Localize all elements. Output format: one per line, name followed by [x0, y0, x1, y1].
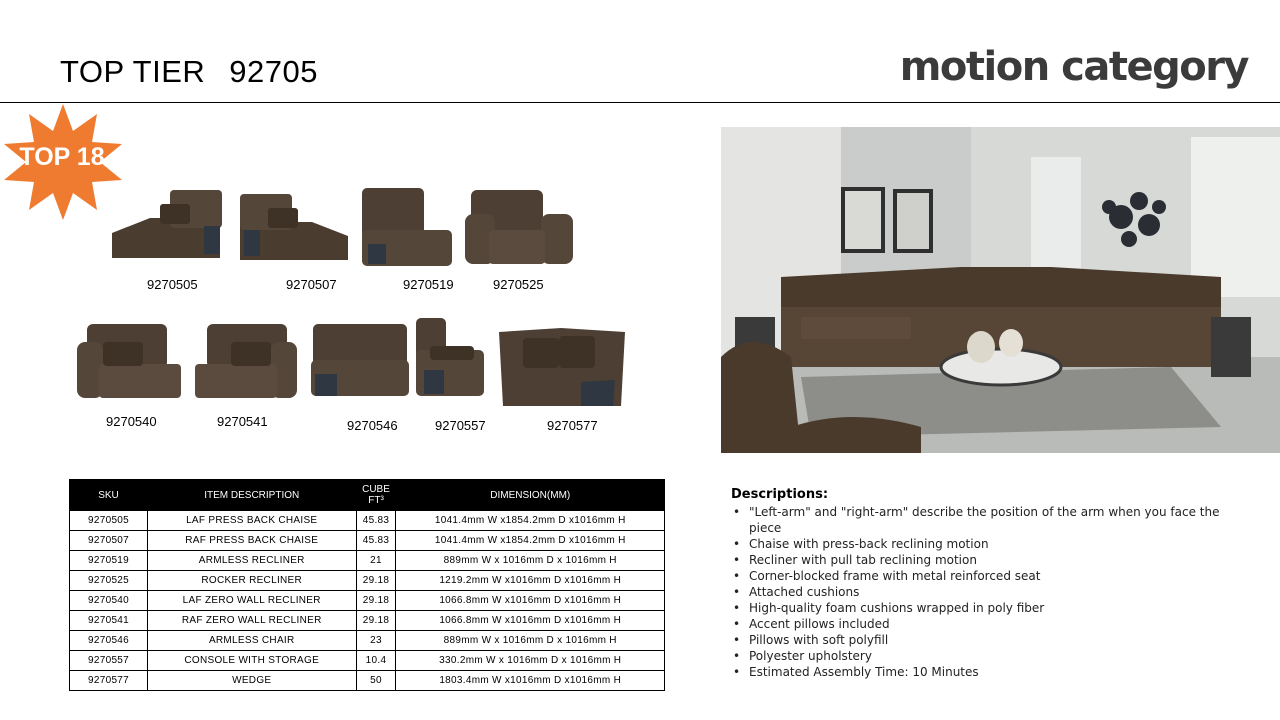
cell-description: ARMLESS CHAIR	[147, 631, 356, 651]
table-row	[70, 531, 665, 551]
table-row	[70, 651, 665, 671]
spec-table	[69, 479, 665, 691]
product-image-9270546	[309, 322, 411, 398]
cell-dimension: 1219.2mm W x1016mm D x1016mm H	[396, 571, 665, 591]
room-scene-image	[721, 127, 1280, 453]
cell-cube: 29.18	[356, 611, 396, 631]
series-name: TOP TIER	[60, 54, 206, 89]
product-sku-label: 9270525	[493, 277, 544, 292]
cell-cube: 45.83	[356, 511, 396, 531]
description-item: • Pillows with soft polyfill	[731, 632, 1231, 648]
cell-description: LAF PRESS BACK CHAISE	[147, 511, 356, 531]
descriptions-title: Descriptions:	[731, 487, 829, 502]
product-image-9270507	[238, 192, 350, 264]
cell-description: RAF ZERO WALL RECLINER	[147, 611, 356, 631]
series-number: 92705	[229, 54, 318, 89]
cell-cube: 50	[356, 671, 396, 691]
cell-sku: 9270525	[70, 571, 148, 591]
cell-dimension: 1066.8mm W x1016mm D x1016mm H	[396, 591, 665, 611]
cell-description: LAF ZERO WALL RECLINER	[147, 591, 356, 611]
cell-dimension: 1066.8mm W x1016mm D x1016mm H	[396, 611, 665, 631]
product-image-9270505	[110, 188, 228, 264]
product-image-9270541	[193, 322, 299, 402]
page-title	[60, 54, 318, 90]
cube-header-line2: FT³	[368, 495, 384, 506]
table-row	[70, 591, 665, 611]
description-item: • Estimated Assembly Time: 10 Minutes	[731, 664, 1231, 680]
cell-dimension: 889mm W x 1016mm D x 1016mm H	[396, 631, 665, 651]
cell-sku: 9270519	[70, 551, 148, 571]
cell-cube: 29.18	[356, 591, 396, 611]
cell-sku: 9270507	[70, 531, 148, 551]
product-image-9270519	[360, 186, 454, 270]
column-header-description: ITEM DESCRIPTION	[147, 480, 356, 511]
table-row	[70, 511, 665, 531]
cell-sku: 9270546	[70, 631, 148, 651]
cell-sku: 9270557	[70, 651, 148, 671]
cell-dimension: 1041.4mm W x1854.2mm D x1016mm H	[396, 531, 665, 551]
product-image-9270525	[463, 188, 575, 268]
description-item: • Chaise with press-back reclining motion	[731, 536, 1231, 552]
product-sku-label: 9270557	[435, 418, 486, 433]
brand-logo: motion category	[899, 44, 1248, 90]
description-item: • Polyester upholstery	[731, 648, 1231, 664]
product-sku-label: 9270505	[147, 277, 198, 292]
descriptions-panel	[731, 487, 1231, 680]
description-item: • Corner-blocked frame with metal reinforced seat	[731, 568, 1231, 584]
cell-sku: 9270540	[70, 591, 148, 611]
table-row	[70, 671, 665, 691]
product-sku-label: 9270519	[403, 277, 454, 292]
cell-description: RAF PRESS BACK CHAISE	[147, 531, 356, 551]
description-item: • High-quality foam cushions wrapped in poly fiber	[731, 600, 1231, 616]
cell-sku: 9270505	[70, 511, 148, 531]
table-row	[70, 611, 665, 631]
product-sku-label: 9270541	[217, 414, 268, 429]
cell-description: ROCKER RECLINER	[147, 571, 356, 591]
cell-cube: 10.4	[356, 651, 396, 671]
table-row	[70, 571, 665, 591]
header-divider	[0, 102, 1280, 103]
product-sku-label: 9270577	[547, 418, 598, 433]
column-header-sku: SKU	[70, 480, 148, 511]
product-sku-label: 9270540	[106, 414, 157, 429]
table-row	[70, 631, 665, 651]
column-header-dimension: DIMENSION(MM)	[396, 480, 665, 511]
description-item: • "Left-arm" and "right-arm" describe the position of the arm when you face the piece	[731, 504, 1231, 536]
cell-dimension: 330.2mm W x 1016mm D x 1016mm H	[396, 651, 665, 671]
description-item: • Attached cushions	[731, 584, 1231, 600]
product-image-9270557	[414, 316, 486, 398]
cell-description: CONSOLE WITH STORAGE	[147, 651, 356, 671]
cell-description: WEDGE	[147, 671, 356, 691]
cell-dimension: 1803.4mm W x1016mm D x1016mm H	[396, 671, 665, 691]
description-item: • Recliner with pull tab reclining motion	[731, 552, 1231, 568]
column-header-cube	[356, 480, 396, 511]
cell-cube: 21	[356, 551, 396, 571]
cell-cube: 29.18	[356, 571, 396, 591]
product-sku-label: 9270546	[347, 418, 398, 433]
top-badge-label: TOP 18	[19, 143, 105, 171]
descriptions-list	[731, 504, 1231, 680]
cell-dimension: 1041.4mm W x1854.2mm D x1016mm H	[396, 511, 665, 531]
cell-sku: 9270577	[70, 671, 148, 691]
product-image-9270577	[497, 326, 627, 408]
cell-cube: 23	[356, 631, 396, 651]
cell-description: ARMLESS RECLINER	[147, 551, 356, 571]
cell-sku: 9270541	[70, 611, 148, 631]
table-header-row	[70, 480, 665, 511]
cube-header-line1: CUBE	[362, 484, 390, 495]
cell-cube: 45.83	[356, 531, 396, 551]
table-row	[70, 551, 665, 571]
cell-dimension: 889mm W x 1016mm D x 1016mm H	[396, 551, 665, 571]
product-sku-label: 9270507	[286, 277, 337, 292]
product-image-9270540	[75, 322, 183, 402]
description-item: • Accent pillows included	[731, 616, 1231, 632]
